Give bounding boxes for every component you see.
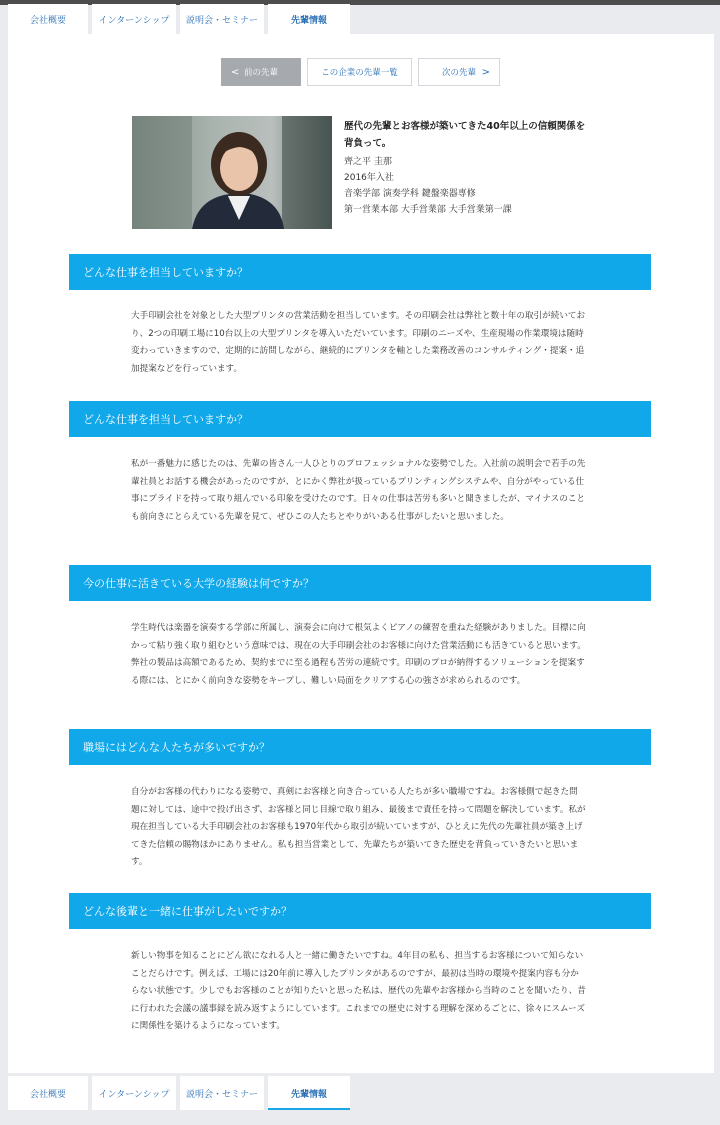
bottom-tab-company-overview[interactable]: 会社概要	[8, 1076, 88, 1110]
profile-info	[344, 118, 594, 218]
section-heading-2: どんな仕事を担当していますか？	[69, 401, 651, 437]
section-body-1: 大手印刷会社を対象とした大型プリンタの営業活動を担当しています。その印刷会社は弊社と数十年の取引が続いており、2つの印刷工場に10台以上の大型プリンタを導入いただいています。印刷のニーズや、生産現場の作業環境は随時変わっていきますので、定期的に訪問しながら、継続的にプリンタを軸とした業務改善のコンサルティング・提案・追加提案などを行っています。	[131, 311, 586, 374]
section-heading-1: どんな仕事を担当していますか？	[69, 254, 651, 290]
section-heading-3: 今の仕事に活きている大学の経験は何ですか？	[69, 565, 651, 601]
catch-copy: 歴代の先輩とお客様が築いてきた40年以上の信頼関係を背負って。	[344, 121, 586, 149]
portrait-image	[132, 116, 332, 229]
profile-photo	[132, 116, 332, 229]
tab-company-overview[interactable]: 会社概要	[8, 4, 88, 34]
section-heading-4: 職場にはどんな人たちが多いですか？	[69, 729, 651, 765]
senior-pager	[221, 58, 506, 86]
senior-list-button[interactable]	[307, 58, 412, 86]
section-body-4: 自分がお客様の代わりになる姿勢で、真剣にお客様と向き合っている人たちが多い職場ですね。お客様側で起きた問題に対しては、途中で投げ出さず、お客様と同じ目線で取り組み、最後まで責任を持って問題を解決しています。私が現在担当している大手印刷会社のお客様も1970年代から取引が続いていますが、ひとえに先代の先輩社員が築き上げてきた信頼の賜物ほかにありません。私も担当営業として、先輩たちが築いてきた歴史を背負っていきたいと思います。	[131, 787, 586, 867]
chevron-left-icon: <	[231, 66, 240, 78]
tab-internship[interactable]: インターンシップ	[92, 4, 176, 34]
tab-seminar[interactable]: 説明会・セミナー	[180, 4, 264, 34]
next-senior-label: 次の先輩	[441, 68, 476, 78]
chevron-right-icon: >	[481, 66, 490, 78]
bottom-tab-internship[interactable]: インターンシップ	[92, 1076, 176, 1110]
prev-senior-label: 前の先輩	[243, 68, 278, 78]
section-body-3: 学生時代は楽器を演奏する学部に所属し、演奏会に向けて根気よくピアノの練習を重ねた経験がありました。目標に向かって粘り強く取り組むという意味では、現在の大手印刷会社のお客様に向けた営業活動にも活きていると思います。弊社の製品は高額であるため、契約までに至る過程も苦労の連続です。印刷のプロが納得するソリューションを提案する際には、とにかく前向きな姿勢をキープし、難しい局面をクリアする心の強さが求められるのです。	[131, 623, 586, 686]
bottom-tab-senior-info[interactable]: 先輩情報	[268, 1076, 350, 1110]
section-body-5: 新しい物事を知ることにどん欲になれる人と一緒に働きたいですね。4年目の私も、担当するお客様について知らないことだらけです。例えば、工場には20年前に導入したプリンタがあるのですが、最初は当時の環境や提案内容も分からない状態です。少しでもお客様のことが知りたいと思った私は、歴代の先輩やお客様から当時のことを聞いたり、昔に行われた会議の議事録を読み返すようにしています。これまでの歴史に対する理解を深めるごとに、徐々にスムーズに関係性を築けるようになっています。	[131, 951, 586, 1031]
profile-department: 第一営業本部 大手営業部 大手営業第一課	[344, 205, 512, 215]
prev-senior-button[interactable]	[221, 58, 301, 86]
next-senior-button[interactable]	[418, 58, 500, 86]
bottom-tab-seminar[interactable]: 説明会・セミナー	[180, 1076, 264, 1110]
senior-list-label: この企業の先輩一覧	[321, 68, 398, 78]
top-tab-bar	[8, 4, 354, 34]
section-heading-5: どんな後輩と一緒に仕事がしたいですか？	[69, 893, 651, 929]
profile-faculty: 音楽学部 演奏学科 鍵盤楽器専修	[344, 189, 476, 199]
profile-name: 齊之平 圭那	[344, 157, 392, 167]
tab-senior-info[interactable]: 先輩情報	[268, 4, 350, 34]
section-body-2: 私が一番魅力に感じたのは、先輩の皆さん一人ひとりのプロフェッショナルな姿勢でした。入社前の説明会で若手の先輩社員とお話する機会があったのですが、とにかく弊社が扱っているプリンティングシステムや、自分がやっている仕事にプライドを持って取り組んでいる印象を受けたのです。日々の仕事は苦労も多いと聞きましたが、マイナスのことも前向きにとらえている先輩を見て、ぜひこの人たちとやりがいある仕事がしたいと思いました。	[131, 459, 586, 522]
bottom-tab-bar	[8, 1076, 354, 1110]
profile-joined: 2016年入社	[344, 173, 394, 183]
